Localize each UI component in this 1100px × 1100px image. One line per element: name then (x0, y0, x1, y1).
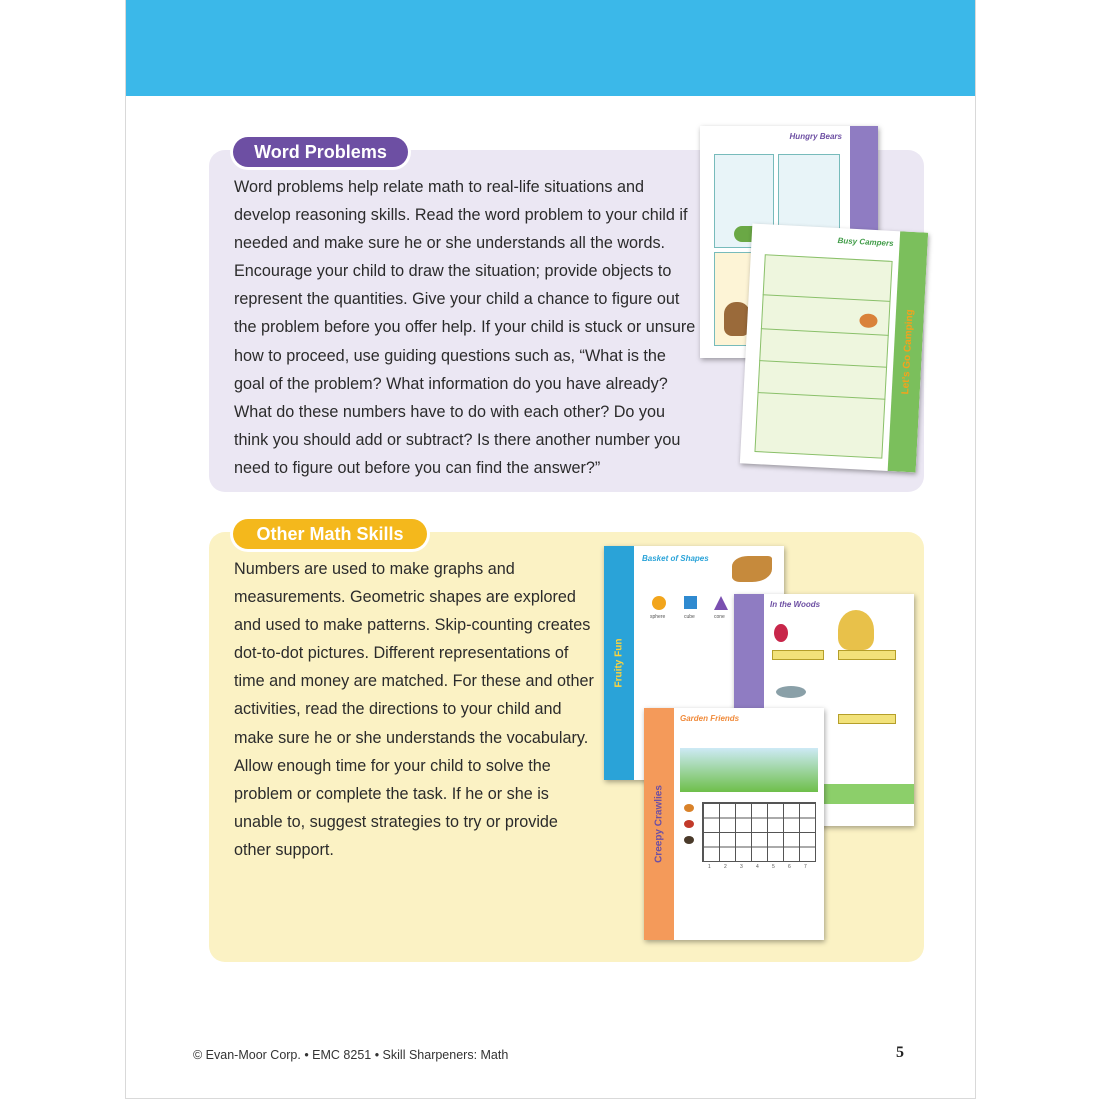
raspberry-illustration (774, 624, 788, 642)
sphere-icon (652, 596, 666, 610)
other-math-skills-heading: Other Math Skills (233, 519, 427, 549)
top-color-band (126, 0, 975, 96)
basket-illustration (732, 556, 772, 582)
workbook-page (125, 0, 976, 1099)
problem-box (754, 254, 892, 458)
worksheet-side-bar (604, 546, 634, 780)
worksheet-side-label: Fruity Fun (613, 638, 625, 688)
cube-icon (684, 596, 697, 609)
worksheet-garden-friends (644, 708, 824, 940)
worksheet-side-label: Let’s Go Camping (900, 309, 916, 395)
worksheet-busy-campers (740, 224, 928, 473)
worksheet-title: Hungry Bears (789, 132, 842, 141)
shape-label: sphere (650, 614, 666, 620)
bug-illustration (684, 820, 694, 828)
other-math-skills-text: Numbers are used to make graphs and measurements. Geometric shapes are explored and used to make patterns. Skip-counting creates dot-to-dot pictures. Different representations of time and money are matched. For these and other activities, read the directions to your child and make sure he or she understands the vocabulary. Allow enough time for your child to solve the problem or complete the task. If he or she is unable to, suggest strategies to try or provide other support. (234, 560, 594, 859)
worksheet-title: Garden Friends (680, 714, 740, 723)
graph-axis-label: 7 (804, 864, 807, 870)
worksheet-title: Basket of Shapes (642, 554, 709, 563)
word-problems-heading: Word Problems (233, 137, 408, 167)
bug-illustration (684, 804, 694, 812)
footer-copyright: © Evan-Moor Corp. • EMC 8251 • Skill Sharpeners: Math (193, 1048, 509, 1062)
shape-label: cone (714, 614, 725, 620)
graph-axis-label: 2 (724, 864, 727, 870)
worksheet-title: Busy Campers (837, 236, 894, 248)
ruler (838, 714, 896, 724)
ruler (772, 650, 824, 660)
graph-axis-label: 5 (772, 864, 775, 870)
fish-illustration (776, 686, 806, 698)
ruler (838, 650, 896, 660)
graph-axis-label: 1 (708, 864, 711, 870)
graph-axis-label: 4 (756, 864, 759, 870)
word-problems-text: Word problems help relate math to real-life situations and develop reasoning skills. Read the word problem to your child if needed and make sure he or she understands all the words. Encourage your child to draw the situation; provide objects to represent the quantities. Give your child a chance to figure out the problem before you offer help. If your child is stuck or unsure how to proceed, use guiding questions such as, “What is the goal of the problem? What information do you have already? What do these numbers have to do with each other? Do you think you should add or subtract? Is there another number you need to figure out before you can find the answer?” (234, 178, 696, 477)
bar-graph-grid (702, 802, 816, 862)
worksheet-side-label: Creepy Crawlies (653, 785, 665, 863)
graph-axis-label: 3 (740, 864, 743, 870)
cone-icon (714, 596, 728, 610)
bug-illustration (684, 836, 694, 844)
worksheet-side-bar (644, 708, 674, 940)
beehive-illustration (838, 610, 874, 650)
shape-label: cube (684, 614, 695, 620)
graph-axis-label: 6 (788, 864, 791, 870)
grass-illustration (680, 748, 818, 792)
worksheet-title: In the Woods (770, 600, 821, 609)
page-number: 5 (896, 1044, 904, 1061)
